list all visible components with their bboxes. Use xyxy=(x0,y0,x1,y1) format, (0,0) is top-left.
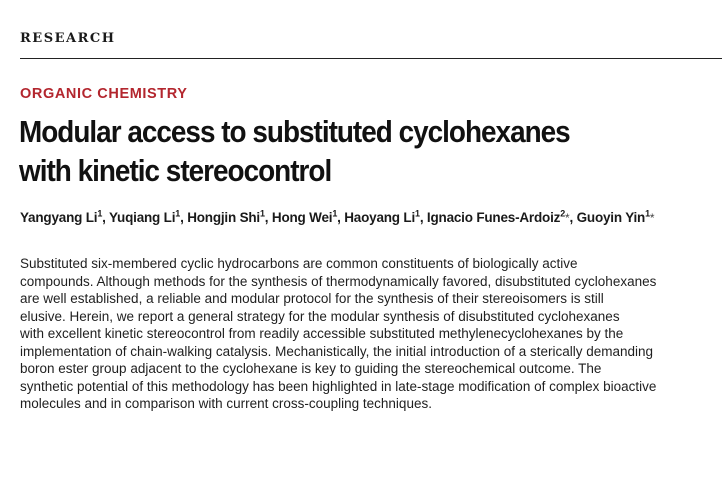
author-list xyxy=(20,209,720,227)
article-title xyxy=(19,112,640,190)
author-affiliation: 1 xyxy=(97,208,103,219)
author-separator: , xyxy=(264,210,272,225)
corresponding-author-mark: * xyxy=(649,211,655,225)
author-name: Yuqiang Li xyxy=(109,210,176,225)
author xyxy=(20,210,102,225)
abstract-line: compounds. Although methods for the synthesis of thermodynamically favored, disubstituted cyclohexanes xyxy=(20,273,657,289)
author-name: Guoyin Yin xyxy=(576,210,646,225)
header-rule xyxy=(20,58,722,59)
abstract-line: elusive. Herein, we report a general strategy for the modular synthesis of disubstituted cyclohexanes xyxy=(20,308,620,324)
author-name: Yangyang Li xyxy=(20,210,98,225)
title-line: with kinetic stereocontrol xyxy=(19,153,332,188)
abstract-line: Substituted six-membered cyclic hydrocarbons are common constituents of biologically active xyxy=(20,256,578,271)
author xyxy=(427,210,570,225)
corresponding-author-mark: * xyxy=(565,211,570,225)
article-category: ORGANIC CHEMISTRY xyxy=(20,86,188,102)
abstract-line: molecules and in comparison with current cross-coupling techniques. xyxy=(20,396,432,411)
author-affiliation: 1 xyxy=(259,208,265,219)
author-separator: , xyxy=(337,210,345,225)
author-separator: , xyxy=(180,210,188,225)
author-name: Haoyang Li xyxy=(344,210,415,225)
author-name: Hong Wei xyxy=(271,210,333,225)
author-separator: , xyxy=(569,210,577,225)
author xyxy=(187,210,265,225)
abstract-line: boron ester group adjacent to the cyclohexane is key to guiding the stereochemical outcome. The xyxy=(20,361,602,376)
abstract xyxy=(20,255,710,413)
author-name: Ignacio Funes-Ardoiz xyxy=(426,210,561,225)
author-separator: , xyxy=(102,210,109,225)
author-affiliation: 1 xyxy=(645,208,650,219)
author-separator: , xyxy=(419,210,427,225)
abstract-line: are well established, a reliable and modular protocol for the synthesis of their stereoisomers is still xyxy=(20,291,604,306)
author-name: Hongjin Shi xyxy=(187,210,260,225)
section-label: RESEARCH xyxy=(20,31,116,46)
author-affiliation: 2 xyxy=(560,208,565,219)
author xyxy=(109,210,180,225)
author xyxy=(577,210,655,225)
abstract-line: with excellent kinetic stereocontrol from readily accessible substituted methylenecyclohexanes by the xyxy=(20,326,624,341)
author xyxy=(344,210,420,225)
title-line: Modular access to substituted cyclohexanes xyxy=(19,114,570,149)
abstract-line: synthetic potential of this methodology has been highlighted in late-stage modification of complex bioactive xyxy=(20,378,657,394)
author xyxy=(272,210,337,225)
author-affiliation: 1 xyxy=(175,208,181,219)
author-affiliation: 1 xyxy=(332,208,338,219)
author-affiliation: 1 xyxy=(415,208,420,219)
abstract-line: implementation of chain-walking catalysis. Mechanistically, the initial introduction of a sterically demanding xyxy=(20,343,654,359)
